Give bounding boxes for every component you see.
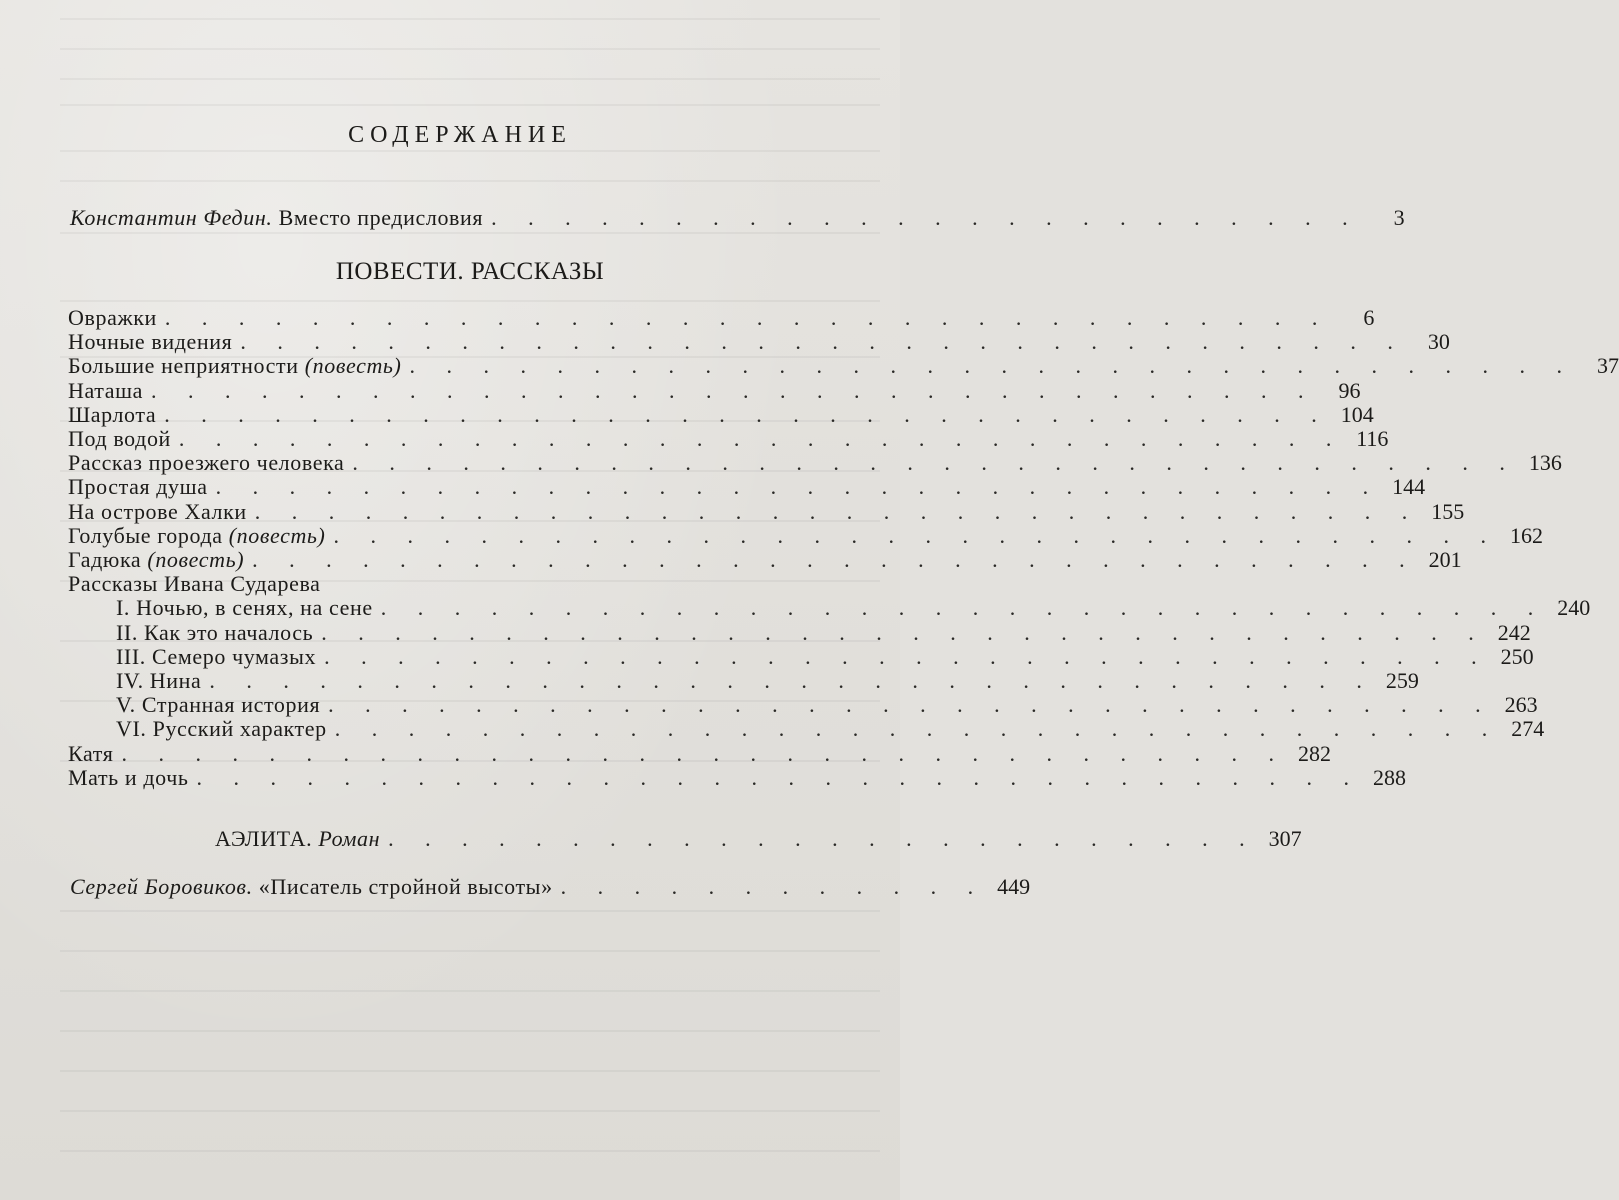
leader-dots: . . . . . . . . . . . . . . . . . . . . . . . . . . . . . . . .: [254, 498, 1421, 524]
toc-entry: [68, 498, 1465, 525]
toc-entry-page: 155: [1431, 498, 1465, 524]
toc-entry-title: На острове Халки: [68, 498, 247, 524]
toc-entry: [116, 643, 1534, 670]
leader-dots: . . . . . . . . . . . . . . . . . . . . . . . . . . . . . . . .: [252, 547, 1418, 572]
afterword-title: «Писатель стройной высоты»: [258, 874, 553, 899]
toc-entry: [68, 329, 1450, 355]
toc-entry: [68, 426, 1389, 452]
toc-entry-title: Ночные видения: [68, 329, 233, 355]
preface-entry: [70, 205, 1405, 231]
leader-dots: . . . . . . . . . . . . . . . . . . . . . . . . . . . . . . . .: [380, 595, 1547, 621]
leader-dots: . . . . . . . . . . . . . . . . . . . . . . . . . . . . . . . .: [164, 401, 1330, 427]
toc-entry-page: 104: [1340, 401, 1374, 427]
toc-entry-title: Гадюка: [68, 547, 142, 572]
toc-entry-page: 242: [1497, 619, 1531, 645]
toc-entry-note: (повесть): [147, 547, 245, 572]
toc-entry: [68, 522, 1543, 549]
leader-dots: . . . . . . . . . . . . . . . . . . . . . . . . . . . . . . . .: [240, 329, 1406, 355]
toc-entry-note: (повесть): [304, 353, 402, 379]
toc-entry: [68, 305, 1375, 331]
aelita-genre: Роман: [318, 826, 381, 851]
toc-entry-page: 37: [1596, 353, 1619, 379]
toc-entry-page: 282: [1297, 740, 1331, 766]
toc-entry-note: (повесть): [228, 522, 326, 548]
toc-entry-page: 263: [1504, 692, 1538, 718]
leader-dots: . . . . . . . . . . . . . . . . . . . . . . . . . . . . . . . .: [409, 353, 1575, 379]
toc-entry: [68, 353, 1619, 379]
toc-entry-page: 162: [1509, 522, 1543, 548]
preface-author: Константин Федин.: [70, 205, 273, 230]
toc-entry: [68, 450, 1562, 476]
toc-entry-title: V. Странная история: [116, 692, 321, 718]
toc-entry-page: 259: [1385, 668, 1419, 693]
toc-entry-title: III. Семеро чумазых: [116, 643, 317, 669]
toc-entry: [68, 764, 1406, 791]
toc-entry-title: II. Как это началось: [116, 619, 314, 645]
toc-entry-title: Большие неприятности: [68, 353, 299, 379]
toc-entry: [68, 547, 1462, 573]
leader-dots: . . . . . . . . . . . . . . . . . . . . . . . . . . . . . . . .: [209, 668, 1375, 693]
toc-entry: [68, 377, 1361, 404]
leader-dots: . . . . . . . . . . . .: [560, 874, 987, 899]
toc-entry-page: 136: [1528, 450, 1562, 476]
toc-entry-title: Овражки: [68, 305, 157, 330]
toc-entry-page: 96: [1338, 377, 1361, 403]
leader-dots: . . . . . . . . . . . . . . . . . . . . . . . . . . . . . . . .: [334, 716, 1501, 742]
toc-entry: [68, 740, 1331, 767]
leader-dots: . . . . . . . . . . . . . . . . . . . . . . . . . . . . . . . .: [324, 643, 1490, 669]
toc-entry: [116, 595, 1591, 621]
toc-entry: [68, 474, 1426, 500]
toc-entry-page: 144: [1392, 474, 1426, 500]
toc-entry: [116, 668, 1419, 694]
leader-dots: . . . . . . . . . . . . . . . . . . . . . . . . . . . . . . . .: [215, 474, 1382, 500]
afterword-author: Сергей Боровиков.: [70, 874, 253, 899]
toc-entry: [116, 619, 1531, 646]
preface-title: Вместо предисловия: [278, 205, 484, 230]
toc-entry-title: Простая душа: [68, 474, 208, 500]
toc-entry-page: 240: [1557, 595, 1591, 621]
toc-entry-title: Рассказы Ивана Сударева: [68, 571, 321, 597]
preface-page: 3: [1393, 205, 1405, 230]
toc-entry-title: VI. Русский характер: [116, 716, 327, 742]
toc-entry-page: 250: [1500, 643, 1534, 669]
leader-dots: . . . . . . . . . . . . . . . . . . . . . . . . . . . . . . . .: [164, 305, 1331, 330]
toc-entry: [116, 716, 1545, 742]
leader-dots: . . . . . . . . . . . . . . . . . . . . . . . . . . . . . . . .: [352, 450, 1518, 476]
section-heading: ПОВЕСТИ. РАССКАЗЫ: [335, 258, 605, 285]
toc-entry-page: 274: [1511, 716, 1545, 742]
toc-entry-title: Шарлота: [68, 401, 157, 427]
afterword-entry: [70, 874, 1031, 900]
toc-entry-title: Голубые города: [68, 522, 223, 548]
leader-dots: . . . . . . . . . . . . . . . . . . . . . . . . . . . . . . . .: [321, 619, 1487, 645]
leader-dots: . . . . . . . . . . . . . . . . . . . . . . . . . . . . . . . .: [196, 764, 1362, 790]
toc-entry-page: 116: [1356, 426, 1389, 451]
aelita-page: 307: [1268, 826, 1302, 851]
leader-dots: . . . . . . . . . . . . . . . . . . . . . . . . . . . . . . . .: [333, 522, 1499, 548]
aelita-entry: [215, 826, 1302, 852]
toc-entry-title: Под водой: [68, 426, 171, 451]
toc-entry-page: 30: [1427, 329, 1450, 355]
toc-entry-page: 6: [1363, 305, 1375, 330]
toc-entry-page: 288: [1373, 764, 1406, 790]
toc-entry: [68, 571, 800, 597]
toc-entry-title: IV. Нина: [116, 668, 202, 693]
leader-dots: . . . . . . . . . . . . . . . . . . . . . . . . . . . . . . . .: [328, 692, 1494, 718]
contents-heading: СОДЕРЖАНИЕ: [348, 122, 572, 148]
afterword-page: 449: [997, 874, 1031, 899]
leader-dots: . . . . . . . . . . . . . . . . . . . . . . . .: [388, 826, 1258, 851]
leader-dots: . . . . . . . . . . . . . . . . . . . . . . . . . . . . . . . .: [178, 426, 1345, 451]
toc-entry-title: Рассказ проезжего человека: [68, 450, 345, 476]
leader-dots: . . . . . . . . . . . . . . . . . . . . . . . . . . . . . . . .: [121, 740, 1287, 766]
toc-entry: [116, 692, 1538, 718]
toc-entry-title: Мать и дочь: [68, 764, 189, 790]
toc-entry-title: Наташа: [68, 377, 144, 403]
toc-entry-title: I. Ночью, в сенях, на сене: [116, 595, 373, 621]
toc-entry-title: Катя: [68, 740, 114, 766]
toc-entry: [68, 401, 1374, 428]
leader-dots: . . . . . . . . . . . . . . . . . . . . . . . .: [491, 205, 1361, 230]
toc-entry-page: 201: [1428, 547, 1462, 572]
aelita-title: АЭЛИТА.: [215, 826, 313, 851]
leader-dots: . . . . . . . . . . . . . . . . . . . . . . . . . . . . . . . .: [151, 377, 1317, 403]
